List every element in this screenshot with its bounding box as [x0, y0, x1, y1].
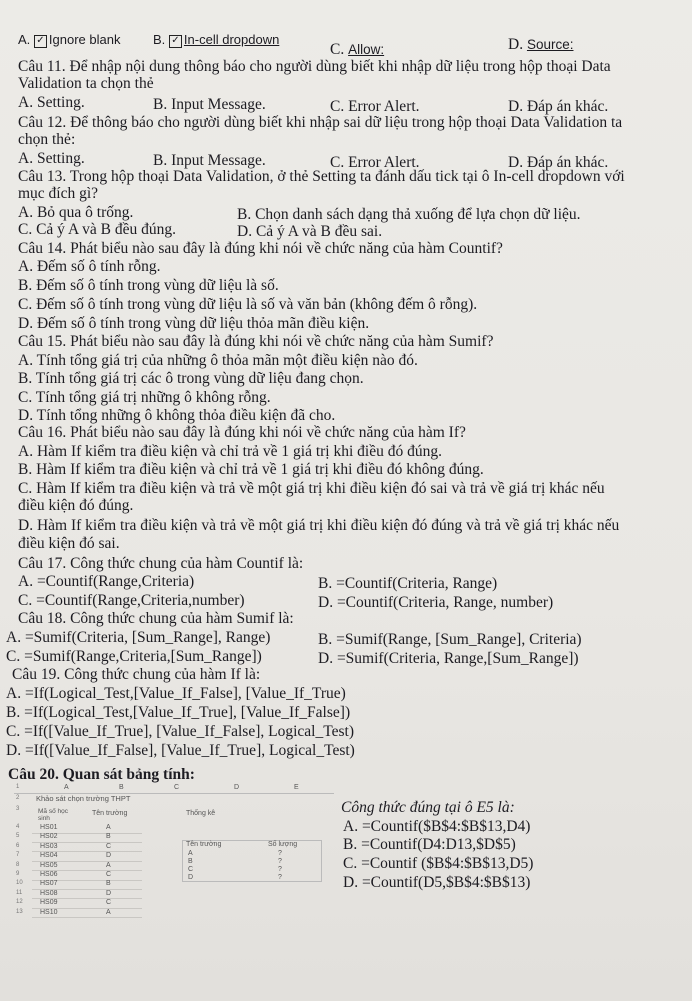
q13-option-b: B. Chọn danh sách dạng thả xuống để lựa chọn dữ liệu.	[237, 206, 581, 223]
school-cell: A	[106, 824, 111, 831]
q19-option-d: D. =If([Value_If_False], [Value_If_True], Logical_Test)	[6, 742, 355, 759]
student-id-cell: HS08	[40, 889, 58, 897]
stats-school-cell: B	[188, 858, 193, 865]
q20-option-b: B. =Countif(D4:D13,$D$5)	[343, 836, 516, 853]
school-cell: B	[106, 833, 111, 841]
stats-header-count: Số lượng	[268, 841, 298, 848]
q15-option-c: C. Tính tổng giá trị những ô không rỗng.	[18, 389, 271, 406]
school-cell: A	[106, 908, 111, 916]
row-number: 8	[16, 861, 20, 868]
q10-option-b	[153, 31, 279, 48]
q19-option-b: B. =If(Logical_Test,[Value_If_True], [Value_If_False])	[6, 704, 351, 721]
stats-school-cell: A	[188, 850, 193, 857]
q15-option-a: A. Tính tổng giá trị của những ô thỏa mãn một điều kiện nào đó.	[18, 352, 418, 369]
q19-option-a: A. =If(Logical_Test,[Value_If_False], [Value_If_True)	[6, 685, 346, 702]
student-id-cell: HS02	[40, 833, 58, 841]
q17-option-b: B. =Countif(Criteria, Range)	[318, 575, 498, 592]
stats-school-cell: C	[188, 866, 194, 873]
q18-stem: Câu 18. Công thức chung của hàm Sumif là:	[18, 610, 294, 627]
q13-option-a: A. Bỏ qua ô trống.	[18, 204, 134, 221]
q11-option-d: D. Đáp án khác.	[508, 98, 609, 115]
q13-option-d: D. Cả ý A và B đều sai.	[237, 223, 383, 240]
row-number: 11	[16, 889, 23, 896]
q10-option-c	[330, 41, 384, 58]
row-divider	[32, 917, 142, 918]
student-id-cell: HS03	[40, 842, 58, 850]
row-number: 9	[16, 871, 20, 877]
school-cell: C	[106, 842, 112, 850]
q12-option-c: C. Error Alert.	[330, 154, 420, 171]
question-text: chọn thẻ:	[18, 131, 76, 148]
column-header-row	[14, 784, 334, 794]
checkbox-icon: ✓	[169, 35, 182, 48]
school-cell: B	[106, 880, 111, 888]
q13-stem: Câu 13. Trong hộp thoại Data Validation, ở thẻ Setting ta đánh dấu tick tại ô In-cell dropdown với	[18, 168, 625, 185]
q14-stem: Câu 14. Phát biểu nào sau đây là đúng khi nói về chức năng của hàm Countif?	[18, 240, 503, 257]
q14-option-d: D. Đếm số ô tính trong vùng dữ liệu thỏa mãn điều kiện.	[18, 315, 370, 332]
school-cell: C	[106, 899, 112, 907]
student-id-cell: HS05	[40, 861, 58, 869]
sheet-col2-header: Tên trường	[92, 810, 128, 817]
q16-option-a: A. Hàm If kiểm tra điều kiện và chỉ trả về 1 giá trị khi điều đó đúng.	[18, 443, 442, 460]
q19-option-c: C. =If([Value_If_True], [Value_If_False], Logical_Test)	[6, 723, 354, 740]
q17-option-d: D. =Countif(Criteria, Range, number)	[318, 594, 554, 611]
student-id-cell: HS07	[40, 880, 58, 888]
q11-option-c: C. Error Alert.	[330, 98, 420, 115]
q16-option-d: D. Hàm If kiểm tra điều kiện và trả về một giá trị khi điều kiện đó đúng và trả về giá trị khác nếu	[18, 517, 620, 534]
q17-stem: Câu 17. Công thức chung của hàm Countif là:	[18, 555, 304, 572]
q16-stem: Câu 16. Phát biểu nào sau đây là đúng khi nói về chức năng của hàm If?	[18, 424, 466, 441]
q10-option-a	[18, 31, 120, 48]
option-letter: D.	[508, 36, 524, 53]
school-cell: C	[106, 871, 112, 878]
col-header: A	[64, 784, 69, 791]
school-cell: D	[106, 889, 112, 897]
sheet-title: Khảo sát chọn trường THPT	[36, 794, 131, 803]
student-id-cell: HS06	[40, 871, 58, 878]
q15-option-b: B. Tính tổng giá trị các ô trong vùng dữ liệu đang chọn.	[18, 370, 364, 387]
school-cell: A	[106, 861, 111, 869]
q16-option-c-cont: điều kiện đó đúng.	[18, 497, 134, 514]
q11-stem-cont	[18, 75, 154, 92]
q13-stem-cont: mục đích gì?	[18, 185, 99, 202]
q13-option-c: C. Cả ý A và B đều đúng.	[18, 221, 177, 238]
row-number: 7	[16, 852, 20, 859]
option-text: Allow:	[348, 42, 385, 57]
student-id-cell: HS09	[40, 899, 58, 907]
q14-option-b: B. Đếm số ô tính trong vùng dữ liệu là số.	[18, 277, 279, 294]
student-id-cell: HS10	[40, 908, 58, 916]
question-text: Câu 11. Để nhập nội dung thông báo cho người dùng biết khi nhập dữ liệu trong hộp thoại Data	[18, 58, 611, 75]
stats-title: Thống kê	[186, 810, 216, 817]
row-number: 10	[16, 880, 23, 887]
q18-option-c: C. =Sumif(Range,Criteria,[Sum_Range])	[6, 648, 262, 665]
option-text: In-cell dropdown	[183, 32, 280, 47]
q15-option-d: D. Tính tổng những ô không thỏa điều kiện đã cho.	[18, 407, 336, 424]
q12-option-b: B. Input Message.	[153, 152, 266, 169]
spreadsheet-image: A B C D E Khảo sát chọn trường THPT Mã số học sinh Tên trường Thống kê 1 2 3 4 HS01 A 5 HS02 B 6 HS03 C 7 HS04 D 8 HS05 A 9 HS06 C 10 HS07 B 11 HS08 D 12 HS09 C 13 HS10 A	[14, 784, 334, 984]
q20-option-d: D. =Countif(D5,$B$4:$B$13)	[343, 874, 531, 891]
q18-option-d: D. =Sumif(Criteria, Range,[Sum_Range])	[318, 650, 579, 667]
q14-option-c: C. Đếm số ô tính trong vùng dữ liệu là số và văn bản (không đếm ô rỗng).	[18, 296, 478, 313]
stats-count-cell: ?	[278, 866, 282, 873]
q17-option-a: A. =Countif(Range,Criteria)	[18, 573, 195, 590]
row-number: 12	[16, 899, 23, 906]
q11-option-b: B. Input Message.	[153, 96, 266, 113]
q12-stem	[18, 114, 622, 131]
row-number: 4	[16, 824, 20, 830]
q12-stem-cont	[18, 131, 75, 148]
row-number: 13	[16, 908, 23, 915]
col-header: E	[294, 784, 299, 791]
q20-stem: Câu 20. Quan sát bảng tính:	[8, 766, 195, 783]
row-number: 5	[16, 833, 20, 840]
q20-option-a: A. =Countif($B$4:$B$13,D4)	[343, 818, 531, 835]
stats-count-cell: ?	[278, 874, 282, 881]
col-header: C	[174, 784, 180, 791]
student-id-cell: HS04	[40, 852, 58, 860]
q18-option-b: B. =Sumif(Range, [Sum_Range], Criteria)	[318, 631, 582, 648]
checkbox-icon: ✓	[34, 35, 47, 48]
q20-prompt: Công thức đúng tại ô E5 là:	[341, 799, 515, 816]
q10-option-d	[508, 36, 573, 53]
stats-count-cell: ?	[278, 858, 282, 865]
q14-option-a: A. Đếm số ô tính rỗng.	[18, 258, 161, 275]
option-letter: A.	[18, 32, 31, 47]
stats-school-cell: D	[188, 874, 194, 881]
q12-option-a: A. Setting.	[18, 150, 85, 167]
col-header: B	[119, 784, 124, 791]
q15-stem: Câu 15. Phát biểu nào sau đây là đúng khi nói về chức năng của hàm Sumif?	[18, 333, 494, 350]
q11-option-a: A. Setting.	[18, 94, 85, 111]
school-cell: D	[106, 852, 112, 860]
q11-stem	[18, 58, 611, 75]
option-text: Ignore blank	[48, 32, 121, 47]
question-text: Validation ta chọn thẻ	[18, 75, 154, 92]
q16-option-d-cont: điều kiện đó sai.	[18, 535, 120, 552]
option-letter: B.	[153, 32, 166, 47]
sheet-col1-header: Mã số học sinh	[38, 808, 68, 822]
q18-option-a: A. =Sumif(Criteria, [Sum_Range], Range)	[6, 629, 271, 646]
stats-count-cell: ?	[278, 850, 282, 857]
question-text: Câu 12. Để thông báo cho người dùng biết khi nhập sai dữ liệu trong hộp thoại Data Validation ta	[18, 114, 623, 131]
q20-option-c: C. =Countif ($B$4:$B$13,D5)	[343, 855, 534, 872]
option-letter: C.	[330, 41, 345, 58]
stats-header-name: Tên trường	[186, 841, 222, 848]
student-id-cell: HS01	[40, 824, 58, 831]
q19-stem: Câu 19. Công thức chung của hàm If là:	[12, 666, 261, 683]
option-text: Source:	[526, 37, 574, 52]
q16-option-b: B. Hàm If kiểm tra điều kiện và chỉ trả về 1 giá trị khi điều đó không đúng.	[18, 461, 484, 478]
col-header: D	[234, 784, 240, 791]
row-number: 6	[16, 842, 20, 849]
q17-option-c: C. =Countif(Range,Criteria,number)	[18, 592, 245, 609]
q12-option-d: D. Đáp án khác.	[508, 154, 609, 171]
q16-option-c: C. Hàm If kiểm tra điều kiện và trả về một giá trị khi điều kiện đó sai và trả về giá trị khác nếu	[18, 480, 605, 497]
